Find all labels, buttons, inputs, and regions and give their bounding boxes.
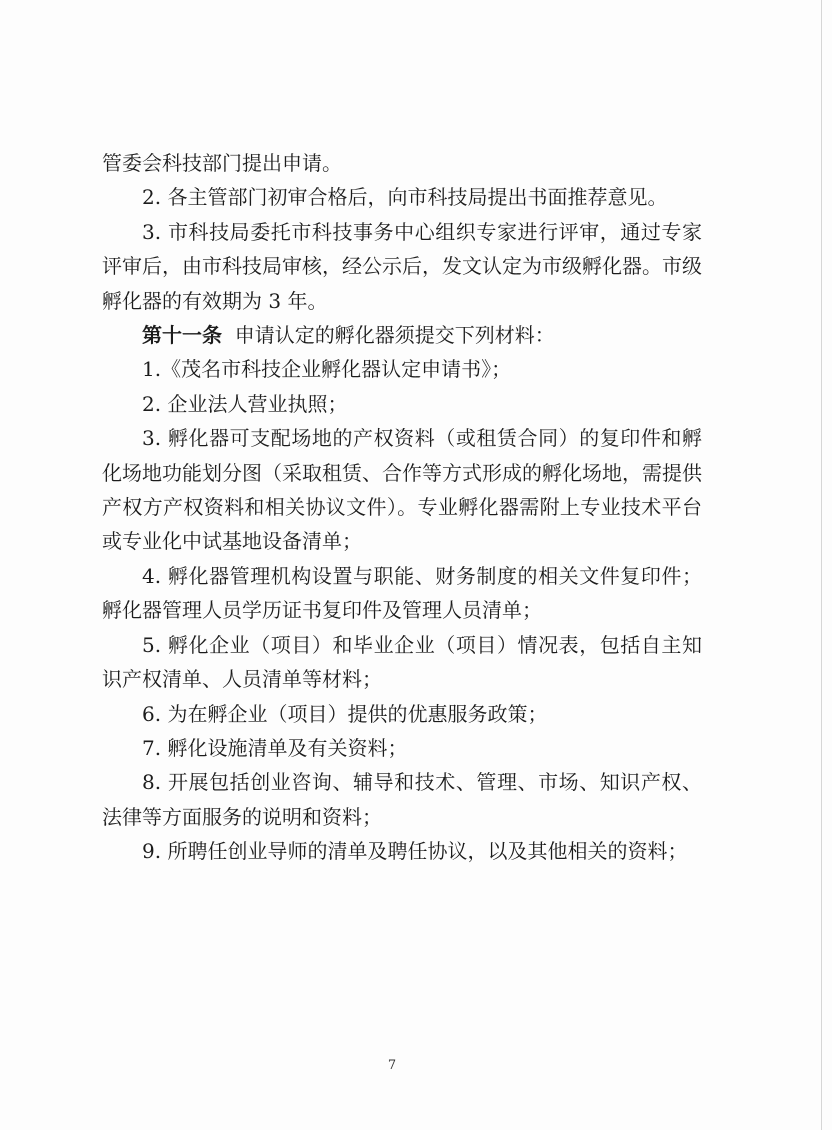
material-item-8: 8. 开展包括创业咨询、辅导和技术、管理、市场、知识产权、法律等方面服务的说明和资料； <box>102 770 702 829</box>
material-item-3: 3. 孵化器可支配场地的产权资料（或租赁合同）的复印件和孵化场地功能划分图（采取租赁、合作等方式形成的孵化场地，需提供产权方产权资料和相关协议文件）。专业孵化器需附上专业技术平台或专业化中试基地设备清单； <box>102 426 702 554</box>
page-number: 7 <box>387 1058 397 1073</box>
paragraph-item-2: 2. 各主管部门初审合格后，向市科技局提出书面推荐意见。 <box>142 185 668 210</box>
material-item-6: 6. 为在孵企业（项目）提供的优惠服务政策； <box>142 701 548 726</box>
article-heading: 第十一条 <box>142 323 222 348</box>
material-item-5: 5. 孵化企业（项目）和毕业企业（项目）情况表，包括自主知识产权清单、人员清单等材料； <box>102 632 702 692</box>
paragraph-continued: 管委会科技部门提出申请。 <box>102 151 342 175</box>
material-item-9: 9. 所聘任创业导师的清单及聘任协议，以及其他相关的资料； <box>142 839 688 864</box>
article-intro: 申请认定的孵化器须提交下列材料： <box>234 323 555 348</box>
scan-edge-line <box>821 0 822 1130</box>
material-item-2: 2. 企业法人营业执照； <box>142 391 348 416</box>
material-item-1: 1.《茂名市科技企业孵化器认定申请书》； <box>142 357 512 382</box>
material-item-7: 7. 孵化设施清单及有关资料； <box>142 735 408 760</box>
material-item-4: 4. 孵化器管理机构设置与职能、财务制度的相关文件复印件；孵化器管理人员学历证书复印件及管理人员清单； <box>102 563 702 623</box>
paragraph-item-3: 3. 市科技局委托市科技事务中心组织专家进行评审，通过专家评审后，由市科技局审核，经公示后，发文认定为市级孵化器。市级孵化器的有效期为 3 年。 <box>102 219 702 313</box>
article-eleven <box>102 318 702 352</box>
document-body <box>102 146 702 869</box>
